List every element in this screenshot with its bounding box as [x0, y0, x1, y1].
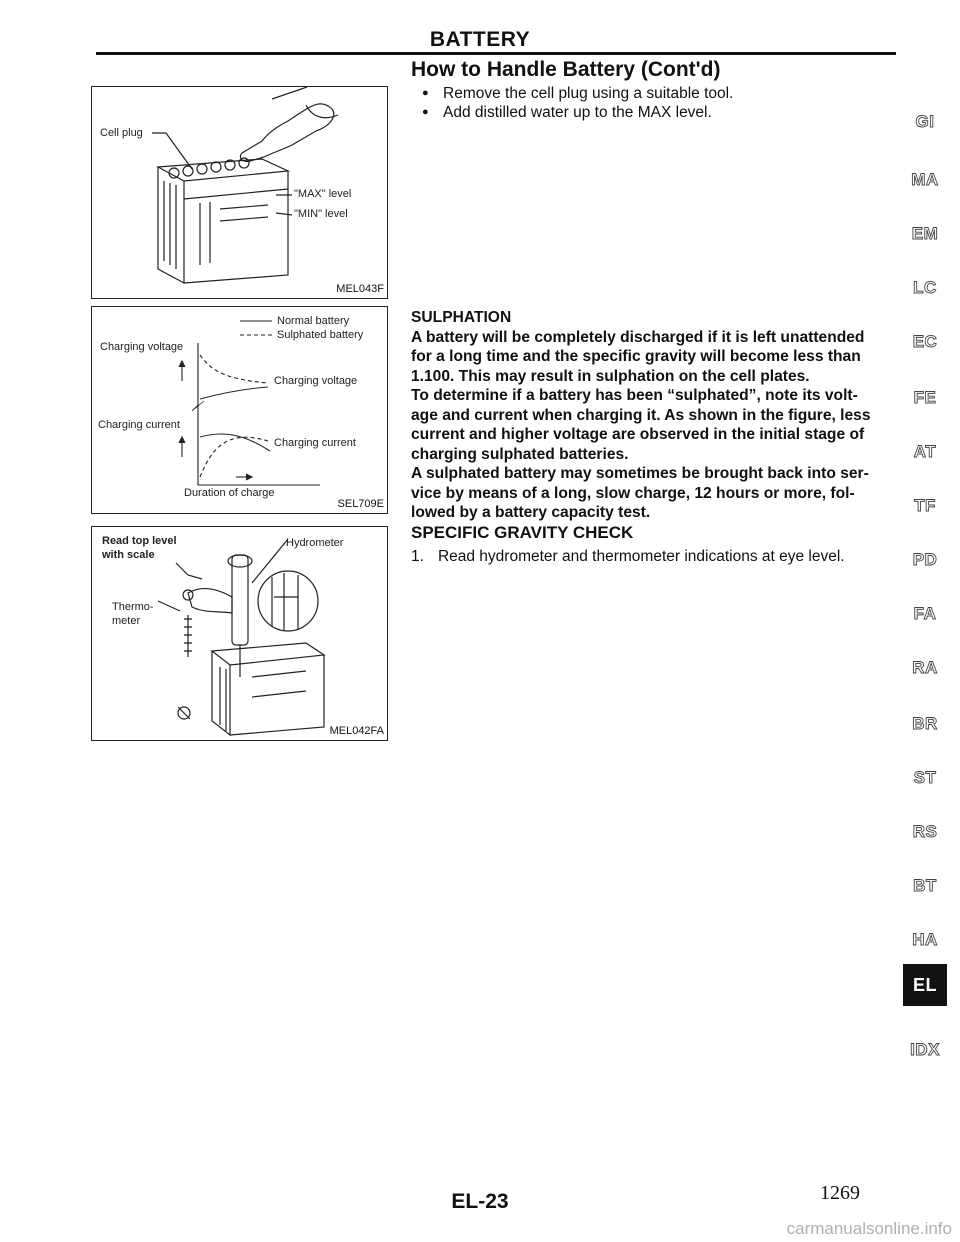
section-title: How to Handle Battery (Cont'd) [411, 58, 721, 81]
label-cell-plug: Cell plug [100, 127, 143, 139]
legend-sulphated-battery: Sulphated battery [277, 329, 364, 341]
side-index-ec[interactable]: EC [912, 332, 938, 351]
paragraph-line: vice by means of a long, slow charge, 12 hours or more, fol- [411, 484, 855, 502]
label-thermometer-1: Thermo- [112, 601, 154, 613]
side-index-em[interactable]: EM [911, 224, 939, 243]
paragraph-line: A sulphated battery may sometimes be brought back into ser- [411, 465, 869, 482]
watermark: carmanualsonline.info [786, 1219, 952, 1238]
figure-charging-graph [91, 306, 388, 514]
side-index-el-active[interactable]: EL [903, 964, 947, 1006]
paragraph-line: A battery will be completely discharged if it is left unattended [411, 328, 865, 346]
figure-hydrometer [91, 526, 388, 741]
specific-gravity-heading: SPECIFIC GRAVITY CHECK [411, 523, 634, 542]
step-text: Read hydrometer and thermometer indications at eye level. [437, 548, 845, 565]
step-number: 1. [411, 548, 424, 565]
label-min-level: "MIN" level [294, 208, 348, 220]
bullet-item: ● Add distilled water up to the MAX level. [424, 103, 733, 122]
instruction-bullets [424, 84, 733, 122]
paragraph-line: charging sulphated batteries. [411, 445, 629, 463]
side-index-at[interactable]: AT [913, 442, 937, 461]
paragraph-line: 1.100. This may result in sulphation on the cell plates. [411, 367, 810, 385]
side-index-st[interactable]: ST [913, 768, 937, 787]
label-hydrometer: Hydrometer [286, 537, 344, 549]
label-max-level: "MAX" level [294, 188, 352, 200]
axis-label-duration: Duration of charge [184, 487, 275, 499]
side-index-idx[interactable]: IDX [910, 1040, 940, 1059]
side-index-bt[interactable]: BT [913, 876, 937, 895]
label-read-top-level: Read top level [102, 535, 177, 547]
paragraph-line: age and current when charging it. As shown in the figure, less [411, 406, 871, 424]
curve-label-charging-current: Charging current [274, 437, 356, 449]
side-index-tf[interactable]: TF [914, 496, 936, 515]
side-index-rs[interactable]: RS [912, 822, 938, 841]
sulphation-heading: SULPHATION [411, 309, 512, 326]
sulphation-section [411, 308, 897, 523]
side-index-pd[interactable]: PD [912, 550, 938, 569]
axis-label-charging-voltage: Charging voltage [100, 341, 184, 353]
side-index-gi[interactable]: GI [915, 112, 935, 131]
curve-label-charging-voltage: Charging voltage [274, 375, 358, 387]
page-number: 1269 [820, 1182, 860, 1204]
side-index-lc[interactable]: LC [913, 278, 937, 297]
figure-code: SEL709E [337, 498, 384, 510]
side-index-fe[interactable]: FE [913, 388, 937, 407]
paragraph-line: current and higher voltage are observed in the initial stage of [411, 426, 865, 443]
specific-gravity-step [411, 548, 859, 566]
bullet-item: ● Remove the cell plug using a suitable tool. [424, 84, 733, 103]
legend-normal-battery: Normal battery [277, 315, 350, 327]
paragraph-line: To determine if a battery has been “sulphated”, note its volt- [411, 387, 858, 404]
figure-battery-cell-plug [91, 86, 388, 299]
axis-label-charging-current: Charging current [98, 419, 180, 431]
page-label: EL-23 [451, 1190, 509, 1213]
header-rule [96, 52, 896, 55]
figure-code: MEL043F [336, 283, 384, 295]
side-index-br[interactable]: BR [912, 714, 938, 733]
side-index-ha[interactable]: HA [912, 930, 938, 949]
label-with-scale: with scale [102, 549, 155, 561]
side-index-fa[interactable]: FA [913, 604, 937, 623]
side-index-ma[interactable]: MA [911, 170, 939, 189]
paragraph-line: lowed by a battery capacity test. [411, 504, 651, 521]
paragraph-line: for a long time and the specific gravity will become less than [411, 348, 861, 365]
page-header: BATTERY [429, 28, 531, 51]
side-index-ra[interactable]: RA [912, 658, 938, 677]
figure-code: MEL042FA [329, 725, 384, 737]
label-thermometer-2: meter [112, 615, 141, 627]
